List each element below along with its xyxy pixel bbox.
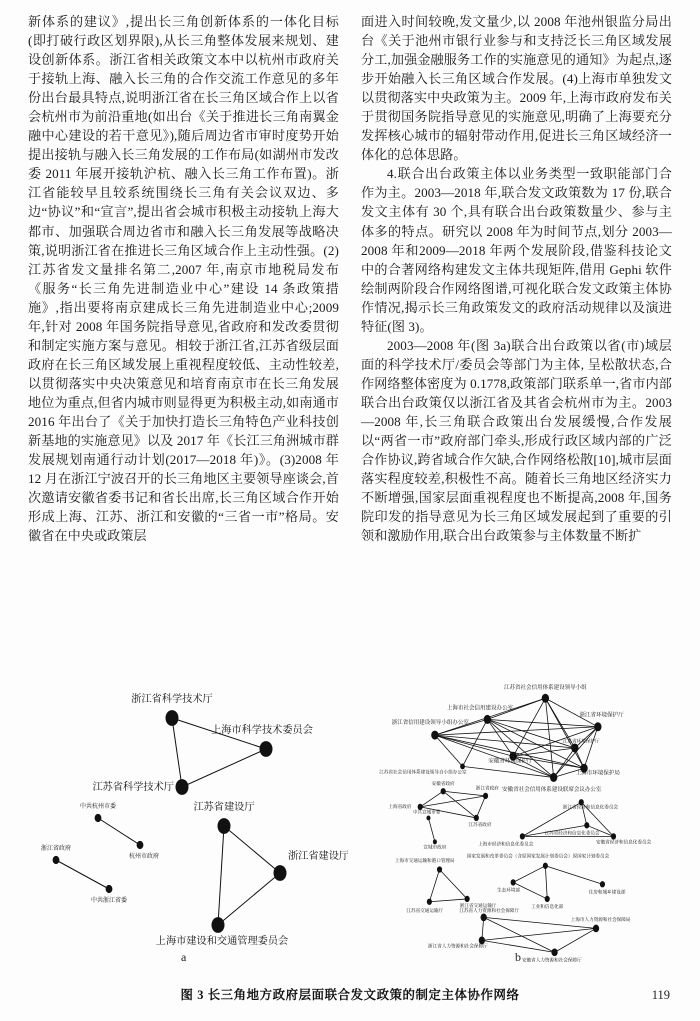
network-node — [460, 763, 465, 769]
network-node-label: 中共浙江省委 — [90, 898, 128, 904]
network-node — [511, 879, 516, 885]
left-column — [28, 12, 339, 545]
right-paragraph-2: 4.联合出台政策主体以业务类型一致职能部门合作为主。2003—2018 年,联合发文政策数为 17 份,联合发文主体有 30 个,具有联合出台政策数量少、参与主体多的特点。研究以 2008 年为时间节点,划分 2003—2008 年和2009—2018 年两个发展阶段,借鉴科技论文中的合著网络构建发文主体共现矩阵,借用 Gephi 软件绘制两阶段合作网络图谱,可视化联合发文政策主体协作情况,揭示长三角政策发文的政府活动规律以及演进特征(图 3)。 — [361, 166, 672, 334]
network-node — [441, 788, 446, 794]
network-edge — [513, 866, 545, 883]
network-node-label: 江苏省交通运输厅 — [406, 907, 444, 913]
network-node — [427, 899, 432, 905]
network-node — [53, 856, 60, 864]
right-paragraph-3: 2003—2008 年(图 3a)联合出台政策以省(市)域层面的科学技术厅/委员会等部门为主体, 呈松散状态,合作网络整体密度为 0.1778,政策部门联系单一,省市内部联合出台政策仅以浙江省及其省会杭州市为主。2003—2008 年,长三角联合政策出台发展缓慢,合作发展以“两省一市”政府部门牵头,形成行政区域内部的广泛合作协议,跨省域合作欠缺,合作网络松散[10],城市层面落实程度较差,积极性不高。随着长三角地区经济实力不断增强,国家层面重视程度也不断提高,2008 年,国务院印发的指导意见为长三角区域发展起到了重要的引领和激励作用,联合出台政策参与主体数量不断扩 — [361, 337, 672, 544]
right-paragraph-1: 面进入时间较晚,发文量少,以 2008 年池州银监分局出台《关于池州市银行业参与和支持泛长三角区域发展分工,加强金融服务工作的实施意见的通知》为起点,逐步开始融入长三角区域合作发展。(4)上海市单独发文以贯彻落实中央政策为主。2009 年,上海市政府发布关于贯彻国务院指导意见的实施意见,明确了上海要充分发挥核心城市的辐射带动作用,促进长三角区域经济一体化的总体思路。 — [361, 14, 672, 163]
figure-3a-svg — [26, 678, 348, 968]
network-node — [593, 925, 599, 933]
figure-3b-network — [350, 678, 680, 968]
network-node-label: 江苏省科学技术厅 — [92, 782, 174, 793]
network-node — [551, 949, 557, 957]
network-node — [260, 741, 273, 757]
network-node — [431, 731, 438, 740]
network-node-label: 浙江省建设厅 — [288, 851, 348, 862]
network-edge — [513, 748, 575, 756]
figure-3a-network — [26, 678, 348, 968]
network-node-label: 上海市交通运输和港口管理局 — [394, 858, 455, 864]
network-node — [474, 815, 479, 821]
network-edge — [443, 791, 485, 796]
network-edge — [172, 718, 182, 787]
network-node — [212, 917, 225, 933]
network-edge — [224, 826, 280, 873]
network-node-label: 安徽省社会信用体系建设联席会议办公室 — [502, 787, 602, 794]
network-node-label: 工业和信息化部 — [531, 904, 564, 910]
figure-caption: 图 3 长三角地方政府层面联合发文政策的制定主体协作网络 — [180, 988, 520, 1002]
network-node-label: 浙江省环境保护厅 — [579, 712, 624, 719]
network-node — [483, 793, 488, 799]
network-node — [484, 715, 491, 724]
network-node-label: 浙江省政府 — [475, 785, 499, 791]
network-node — [426, 815, 430, 820]
figure-3a-edges — [56, 718, 280, 925]
figure-3 — [0, 678, 700, 978]
page-number: 119 — [651, 988, 670, 1002]
network-node — [274, 865, 287, 881]
right-column — [361, 12, 672, 545]
network-node-label: 江苏省社会信用体系建设领导小组 — [504, 685, 587, 692]
network-node-label: 上海市社会信用建设办公室 — [446, 705, 514, 712]
network-node — [95, 814, 102, 822]
network-node-label: 江苏省环境保护厅 — [562, 738, 600, 744]
network-node — [545, 896, 550, 902]
network-edge — [420, 791, 443, 807]
network-edge — [463, 766, 554, 777]
network-node-label: 江苏省经济和信息化委员会 — [544, 830, 600, 836]
network-edge — [545, 866, 602, 884]
network-node — [571, 743, 578, 752]
figure-3a-nodes — [53, 710, 287, 933]
network-node — [137, 841, 144, 849]
network-edge — [443, 791, 476, 818]
network-node-label: 上海省政府 — [388, 803, 412, 809]
network-edge — [487, 719, 597, 726]
network-node — [542, 694, 549, 703]
network-node — [166, 710, 179, 726]
network-node-label: 浙江省信用建设领导小组办公室 — [391, 720, 469, 727]
network-edge — [420, 796, 485, 807]
panel-b-letter: b — [515, 950, 521, 964]
network-node-label: 杭州市政府 — [128, 854, 160, 860]
panel-a-letter: a — [181, 950, 187, 964]
network-node-label: 中共宣城市委 — [412, 809, 441, 815]
network-node-label: 住房和城乡建设部 — [588, 889, 626, 895]
network-node-label: 生态环境部 — [497, 887, 521, 893]
network-node-label: 上海市人力资源和社会保障局 — [570, 917, 631, 923]
network-edge — [487, 719, 553, 777]
network-node-label: 上海市经济和信息化委员会 — [478, 841, 534, 847]
network-node-label: 浙江省科学技术厅 — [131, 694, 213, 705]
network-node — [106, 885, 113, 893]
network-node-label: 浙江省政府 — [40, 846, 72, 852]
network-edge — [513, 698, 545, 756]
network-edge — [218, 826, 224, 925]
network-edge — [554, 748, 575, 777]
network-edge — [182, 749, 266, 787]
network-node-label: 江苏省社会信用体系建设领导自小组办公室 — [379, 769, 467, 775]
network-edge — [463, 719, 488, 766]
network-node-label: 江苏省建设厅 — [193, 802, 255, 813]
network-edge — [440, 869, 468, 898]
network-node-label: 浙江省经济和信息化委员会 — [562, 804, 619, 810]
network-edge — [545, 866, 547, 899]
network-node-label: 江苏省政府 — [468, 822, 492, 828]
network-edge — [429, 899, 467, 902]
network-node-label: 国家发展和改革委员会（含原国家发展计划委员会）原国家计划委员会 — [466, 853, 610, 859]
network-node-label: 安徽省人力资源和社会保障厅 — [521, 957, 582, 963]
network-edge — [429, 869, 439, 901]
network-node-label: 中共杭州市委 — [79, 804, 117, 810]
network-node — [520, 833, 525, 839]
network-node-label: 江苏省人力资源和社会保障厅 — [459, 907, 520, 913]
network-node — [550, 773, 557, 782]
network-node-label: 安徽省环境保护厅 — [488, 758, 533, 765]
two-column-body — [0, 12, 700, 545]
network-node — [594, 722, 601, 731]
network-node-label: 浙江省人力资源和社会保障厅 — [428, 943, 488, 949]
network-edge — [98, 818, 140, 845]
network-edge — [428, 818, 434, 842]
network-node — [176, 779, 189, 795]
figure-3b-labels — [379, 683, 651, 964]
network-node-label: 安徽省政府 — [431, 780, 455, 786]
network-node-label: 浙江省交通运输厅 — [459, 903, 497, 909]
network-edge — [484, 917, 555, 952]
network-node — [465, 896, 470, 902]
network-edge — [56, 860, 109, 889]
network-node — [437, 866, 442, 872]
figure-3a-labels — [41, 692, 348, 947]
network-node — [611, 833, 616, 839]
network-node-label: 上海市环境保护局 — [575, 770, 620, 777]
network-edge — [476, 796, 485, 818]
network-node — [481, 914, 487, 922]
left-paragraph-1: 新体系的建议》,提出长三角创新体系的一体化目标(即打破行政区划界限),从长三角整体发展来规划、建设创新体系。浙江省相关政策文本中以杭州市政府关于接轨上海、融入长三角的合作交流工作意见的多年份出台最具特点,说明浙江省在长三角区域合作上以省会杭州市为前沿重地(如出台《关于推进长三角南翼金融中心建设的若干意见》),随后周边省市审时度势开始提出接轨与融入长三角发展的工作布局(如湖州市发改委 2011 年展开接轨沪杭、融入长三角工作布置)。浙江省能较早且较系统围绕长三角有关会议双边、多边“协议”和“宣言”,提出省会城市积极主动接轨上海大都市、加强联合周边省市和融入长三角发展等战略决策,说明浙江省在推进长三角区域合作上主动性强。(2)江苏省发文量排名第二,2007 年,南京市地税局发布《服务“长三角先进制造业中心”建设 14 条政策措施》,指出要将南京建成长三角先进制造业中心;2009 年,针对 2008 年国务院指导意见,省政府和发改委贯彻和制定实施方案与意见。相较于浙江省,江苏省级层面政府在长三角区域发展上重视程度较低、主动性较差,以贯彻落实中央决策意见和培育南京市在长三角发展地位为重点,但省内城市则显得更为积极主动,如南通市 2016 年出台了《关于加快打造长三角特色产业科技创新基地的实施意见》以及 2017 年《长江三角洲城市群发展规划南通行动计划(2017—2018 年)》。(3)2008 年 12 月在浙江宁波召开的长三角地区主要领导座谈会,首次邀请安徽省委书记和省长出席,长三角区域合作开始形成上海、江苏、浙江和安徽的“三省一市”格局。安徽省在中央或政策层 — [28, 14, 339, 544]
figure-3b-svg — [350, 678, 680, 968]
network-node-label: 上海市建设和交通管理委员会 — [155, 936, 289, 947]
network-node — [600, 881, 605, 887]
network-node — [584, 822, 589, 828]
network-node — [543, 863, 548, 869]
network-edge — [435, 735, 513, 756]
network-node-label: 宣城市政府 — [423, 844, 447, 850]
network-node-label: 安徽省经济和信息化委员会 — [596, 839, 652, 845]
network-node-label: 上海市科学技术委员会 — [211, 725, 313, 736]
network-edge — [218, 873, 280, 925]
network-node — [218, 818, 231, 834]
